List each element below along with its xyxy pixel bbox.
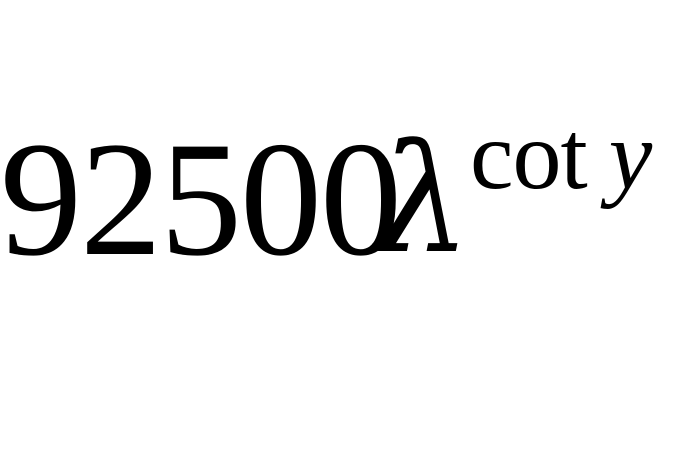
lambda-symbol: λ: [376, 113, 472, 287]
coefficient: 92500: [0, 109, 400, 290]
exponent-variable: y: [608, 102, 653, 210]
exponent: [470, 100, 652, 211]
exponent-function: cot: [470, 102, 587, 210]
